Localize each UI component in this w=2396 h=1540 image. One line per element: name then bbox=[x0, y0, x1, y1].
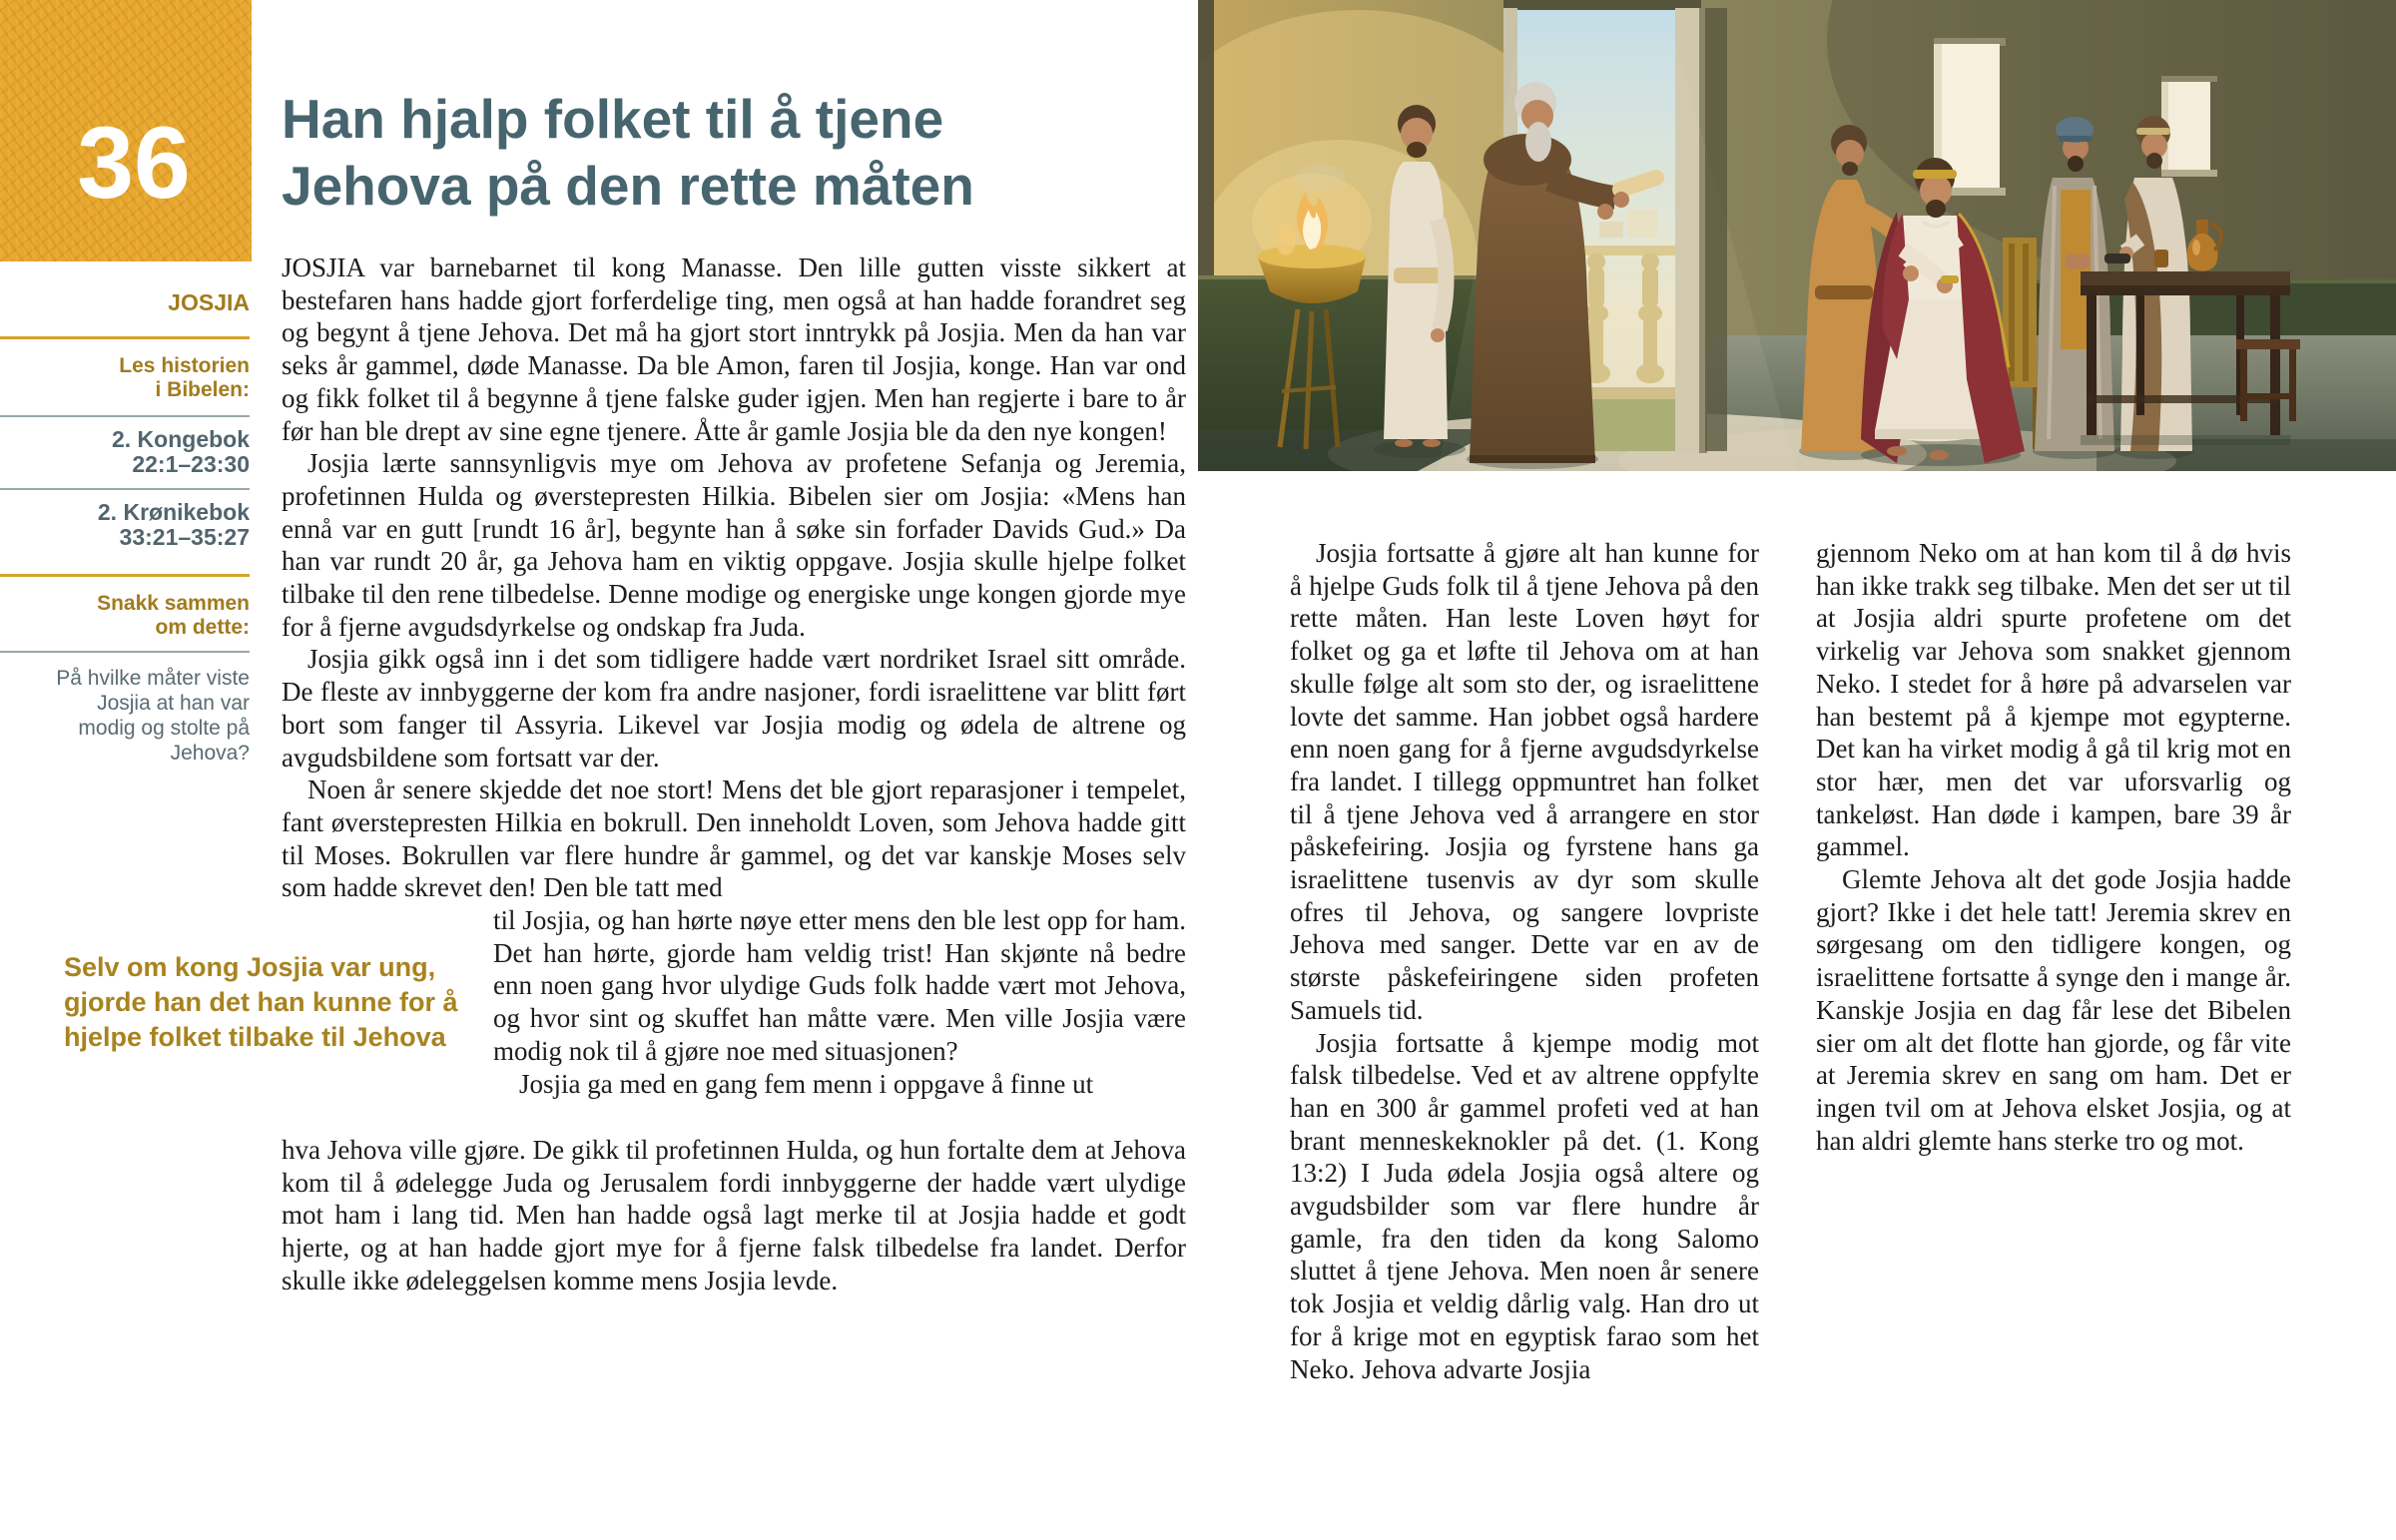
divider-gray bbox=[0, 488, 250, 490]
quote-wrap-block bbox=[64, 904, 1186, 1134]
paragraph: Glemte Jehova alt det gode Josjia hadde gjort? Ikke i det hele tatt! Jeremia skrev en sørgesang om den tidligere kongen, og israelittene fortsatte å synge den i mange år. Kanskje Josjia en dag får lese det Bibelen sier om alt det flotte han gjorde, og får vite at Jeremia skrev en sang om ham. Det er ingen tvil om at Jehova elsket Josjia, og at han aldri glemte hans sterke tro og mot. bbox=[1816, 864, 2291, 1156]
paragraph: Josjia fortsatte å gjøre alt han kunne for å hjelpe Guds folk til å tjene Jehova på den rette måten. Han leste Loven høyt for folket og ga et løfte til Jehova om at han skulle følge alt som sto der, og israelittene lovte det samme. Han jobbet også hardere enn noen gang for å fjerne avgudsdyrkelse fra landet. I tillegg oppmuntret han folket til å tjene Jehova ved å arrangere en stor påskefeiring. Josjia og fyrstene hans ga israelittene tusenvis av dyr som skulle ofres til Jehova, og sangere lovpriste Jehova med sanger. Dette var en av de største påskefeiringene siden profeten Samuels tid. bbox=[1290, 538, 1759, 1025]
chapter-badge bbox=[0, 0, 252, 261]
sidebar-read-label bbox=[0, 354, 250, 402]
sidebar-talk-label-line2: om dette: bbox=[155, 616, 250, 639]
sidebar-read-label-line2: i Bibelen: bbox=[155, 378, 250, 401]
sidebar-talk-label bbox=[0, 592, 250, 640]
chapter-number: 36 bbox=[77, 106, 191, 220]
page-title-line2: Jehova på den rette måten bbox=[282, 155, 974, 217]
text-column-left bbox=[1290, 537, 1759, 1385]
scripture-ref-2 bbox=[0, 500, 250, 550]
paragraph: gjennom Neko om at han kom til å dø hvis han ikke trakk seg tilbake. Men det ser ut til at Josjia aldri spurte profetene om det virkelig var Jehova som snakket gjennom Neko. I stedet for å høre på advarselen var han bestemt på å kjempe mot egypterne. Det kan ha virket modig å gå til krig mot en stor hær, men det var uforsvarlig og tankeløst. Han døde i kampen, bare 39 år gammel. bbox=[1816, 538, 2291, 862]
illustration-painting bbox=[1198, 0, 2396, 471]
paragraph: hva Jehova ville gjøre. De gikk til profetinnen Hulda, og hun fortalte dem at Jehova kom til å ødelegge Juda og Jerusalem fordi innbyggerne der hadde vært ulydige mot ham i lang tid. Men han hadde også lagt merke til at Josjia hadde et godt hjerte, og at han hadde gjort mye for å fjerne falsk tilbedelse fra landet. Derfor skulle ikke ødeleggelsen komme mens Josjia levde. bbox=[282, 1135, 1186, 1295]
paragraph: Josjia ga med en gang fem menn i oppgave å finne ut bbox=[519, 1068, 1094, 1099]
scripture-ref-1-book: 2. Kongebok bbox=[111, 426, 250, 452]
sidebar-read-label-line1: Les historien bbox=[119, 354, 250, 377]
page-title bbox=[282, 86, 974, 220]
discussion-question: På hvilke måter viste Josjia at han var modig og stolte på Jehova? bbox=[56, 667, 250, 765]
scripture-ref-2-book: 2. Krønikebok bbox=[97, 499, 250, 525]
scripture-ref-1 bbox=[0, 427, 250, 477]
page-title-line1: Han hjalp folket til å tjene bbox=[282, 88, 944, 150]
paragraph: Josjia gikk også inn i det som tidligere hadde vært nordriket Israel sitt område. De fleste av innbyggerne der kom fra andre nasjoner, fordi israelittene var blitt ført bort som fanger til Assyria. Likevel var Josjia modig og ødela de altrene og avgudsbildene som fortsatt var der. bbox=[282, 644, 1186, 772]
paragraph: Noen år senere skjedde det noe stort! Mens det ble gjort reparasjoner i tempelet, fant øverstepresten Hilkia en bokrull. Den inneholdt Loven, som Jehova hadde gitt til Moses. Bokrullen var flere hundre år gammel, og det var kanskje Moses selv som hadde skrevet den! Den ble tatt med bbox=[282, 774, 1186, 903]
paragraph: til Josjia, og han hørte nøye etter mens den ble lest opp for ham. Det han hørte, gjorde ham veldig trist! Han skjønte nå bedre enn noen gang hvor ulydige Guds folk hadde vært mot Jehova, og hvor sint og skuffet han måtte være. Men ville Josjia være modig nok til å gjøre noe med situasjonen? bbox=[493, 905, 1186, 1066]
pull-quote: Selv om kong Josjia var ung, gjorde han det han kunne for å hjelpe folket tilbake til Jehova bbox=[64, 952, 458, 1053]
text-column-right bbox=[1816, 537, 2291, 1157]
cup bbox=[2154, 250, 2168, 267]
paragraph: Josjia fortsatte å kjempe modig mot falsk tilbedelse. Ved et av altrene oppfylte han en 300 år gammel profeti ved at han brant menneskeknokler på det. (1. Kong 13:2) I Juda ødela Josjia også altere og avgudsbilder som var flere hundre år gamle, fra den tiden da kong Salomo sluttet å tjene Jehova. Men noen år senere tok Josjia et veldig dårlig valg. Han dro ut for å krige mot en egyptisk farao som het Neko. Jehova advarte Josjia bbox=[1290, 1027, 1759, 1384]
gold-headband bbox=[1913, 170, 1957, 179]
illustration-scene bbox=[1198, 0, 2396, 471]
sidebar bbox=[0, 261, 250, 766]
headband bbox=[2136, 128, 2170, 135]
divider-gold bbox=[0, 574, 250, 577]
divider-gray bbox=[0, 651, 250, 653]
sidebar-talk-label-line1: Snakk sammen bbox=[97, 592, 250, 615]
scripture-ref-1-verses: 22:1–23:30 bbox=[132, 451, 250, 477]
paragraph: JOSJIA var barnebarnet til kong Manasse. Den lille gutten visste sikkert at bestefaren hans hadde gjort forferdelige ting, men også at han hadde forandret seg og begynt å tjene Jehova. Det må ha gjort stort inntrykk på Josjia. Men da han var seks år gammel, døde Manasse. Da ble Amon, faren til Josjia, konge. Han var ond og fikk folket til å begynne å tjene falske guder igjen. Men han regjerte i bare to år før han ble drept av sine egne tjenere. Åtte år gamle Josjia ble da den nye kongen! bbox=[282, 253, 1186, 446]
scripture-ref-2-verses: 33:21–35:27 bbox=[119, 524, 250, 550]
window-right bbox=[2161, 76, 2217, 177]
divider-gold bbox=[0, 336, 250, 339]
sidebar-person-name: JOSJIA bbox=[168, 289, 250, 315]
divider-gray bbox=[0, 415, 250, 417]
paragraph: Josjia lærte sannsynligvis mye om Jehova av profetene Sefanja og Jeremia, profetinnen Hulda og øverstepresten Hilkia. Bibelen sier om Josjia: «Mens han ennå var en gutt [rundt 16 år], begynte han å søke sin forfader Davids Gud.» Da han var rundt 20 år, ga Jehova ham en viktig oppgave. Josjia skulle hjelpe folket tilbake til den rene tilbedelse. Denne modige og energiske unge kongen gjorde mye for å fjerne avgudsdyrkelse og ondskap fra Juda. bbox=[282, 448, 1186, 642]
